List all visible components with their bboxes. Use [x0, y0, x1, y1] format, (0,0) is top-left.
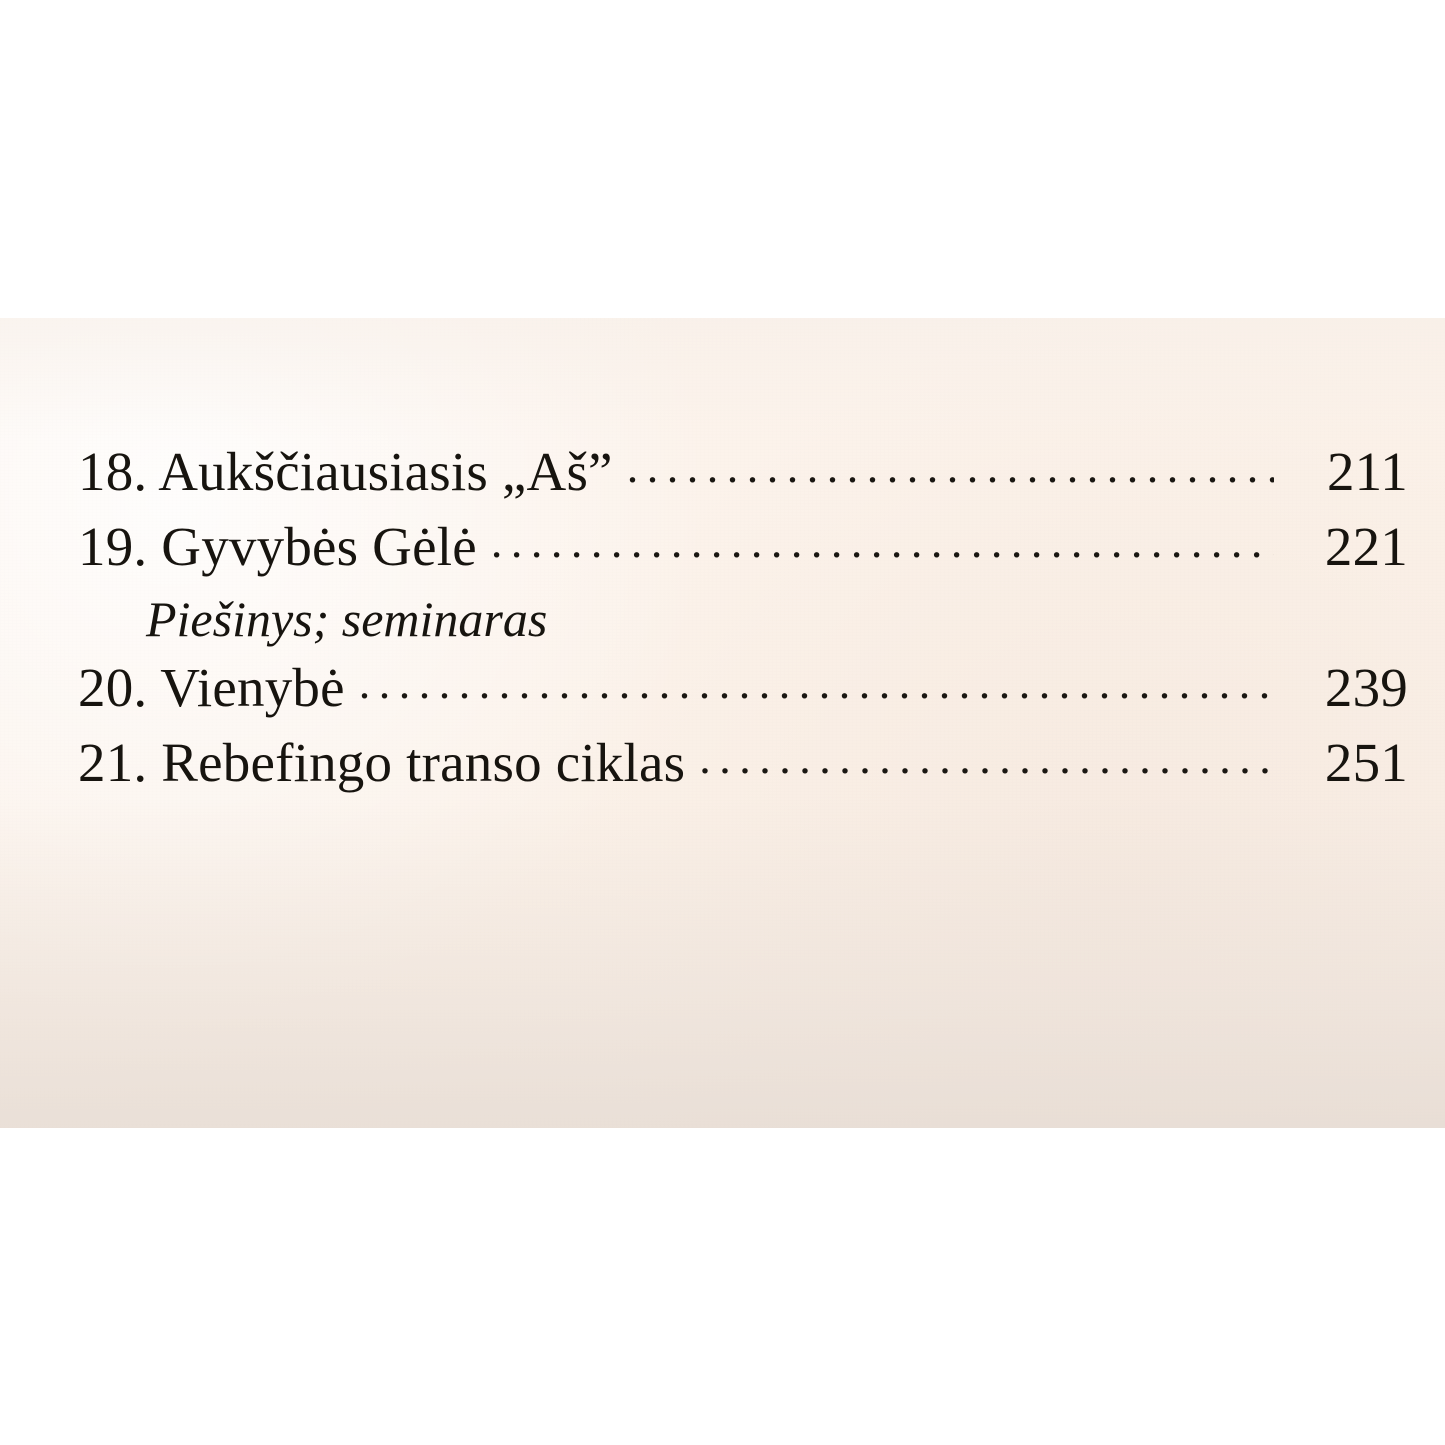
toc-entry: [78, 727, 1408, 802]
toc-leader-dots: [491, 506, 1274, 578]
table-of-contents: [78, 436, 1408, 802]
toc-entry-title: 21. Rebefingo transo ciklas: [78, 732, 686, 793]
book-page: [0, 318, 1445, 1128]
toc-entry-subtitle: Piešinys; seminaras: [146, 591, 548, 647]
toc-entry-title: 19. Gyvybės Gėlė: [78, 516, 477, 577]
toc-entry-title: 20. Vienybė: [78, 657, 345, 718]
toc-entry-page: 239: [1324, 657, 1408, 718]
toc-entry-title: 18. Aukščiausiasis „Aš”: [78, 441, 613, 502]
paper-top-shading: [0, 318, 1445, 438]
toc-entry: [78, 511, 1408, 586]
toc-leader-dots: [359, 647, 1274, 719]
toc-leader-dots: [627, 431, 1274, 503]
toc-entry: [78, 436, 1408, 511]
paper-bottom-shading: [0, 798, 1445, 1128]
toc-entry-page: 251: [1324, 732, 1408, 793]
toc-entry: [78, 652, 1408, 727]
toc-leader-dots: [699, 722, 1274, 794]
toc-entry-page: 221: [1324, 516, 1408, 577]
toc-entry-page: 211: [1326, 441, 1408, 502]
